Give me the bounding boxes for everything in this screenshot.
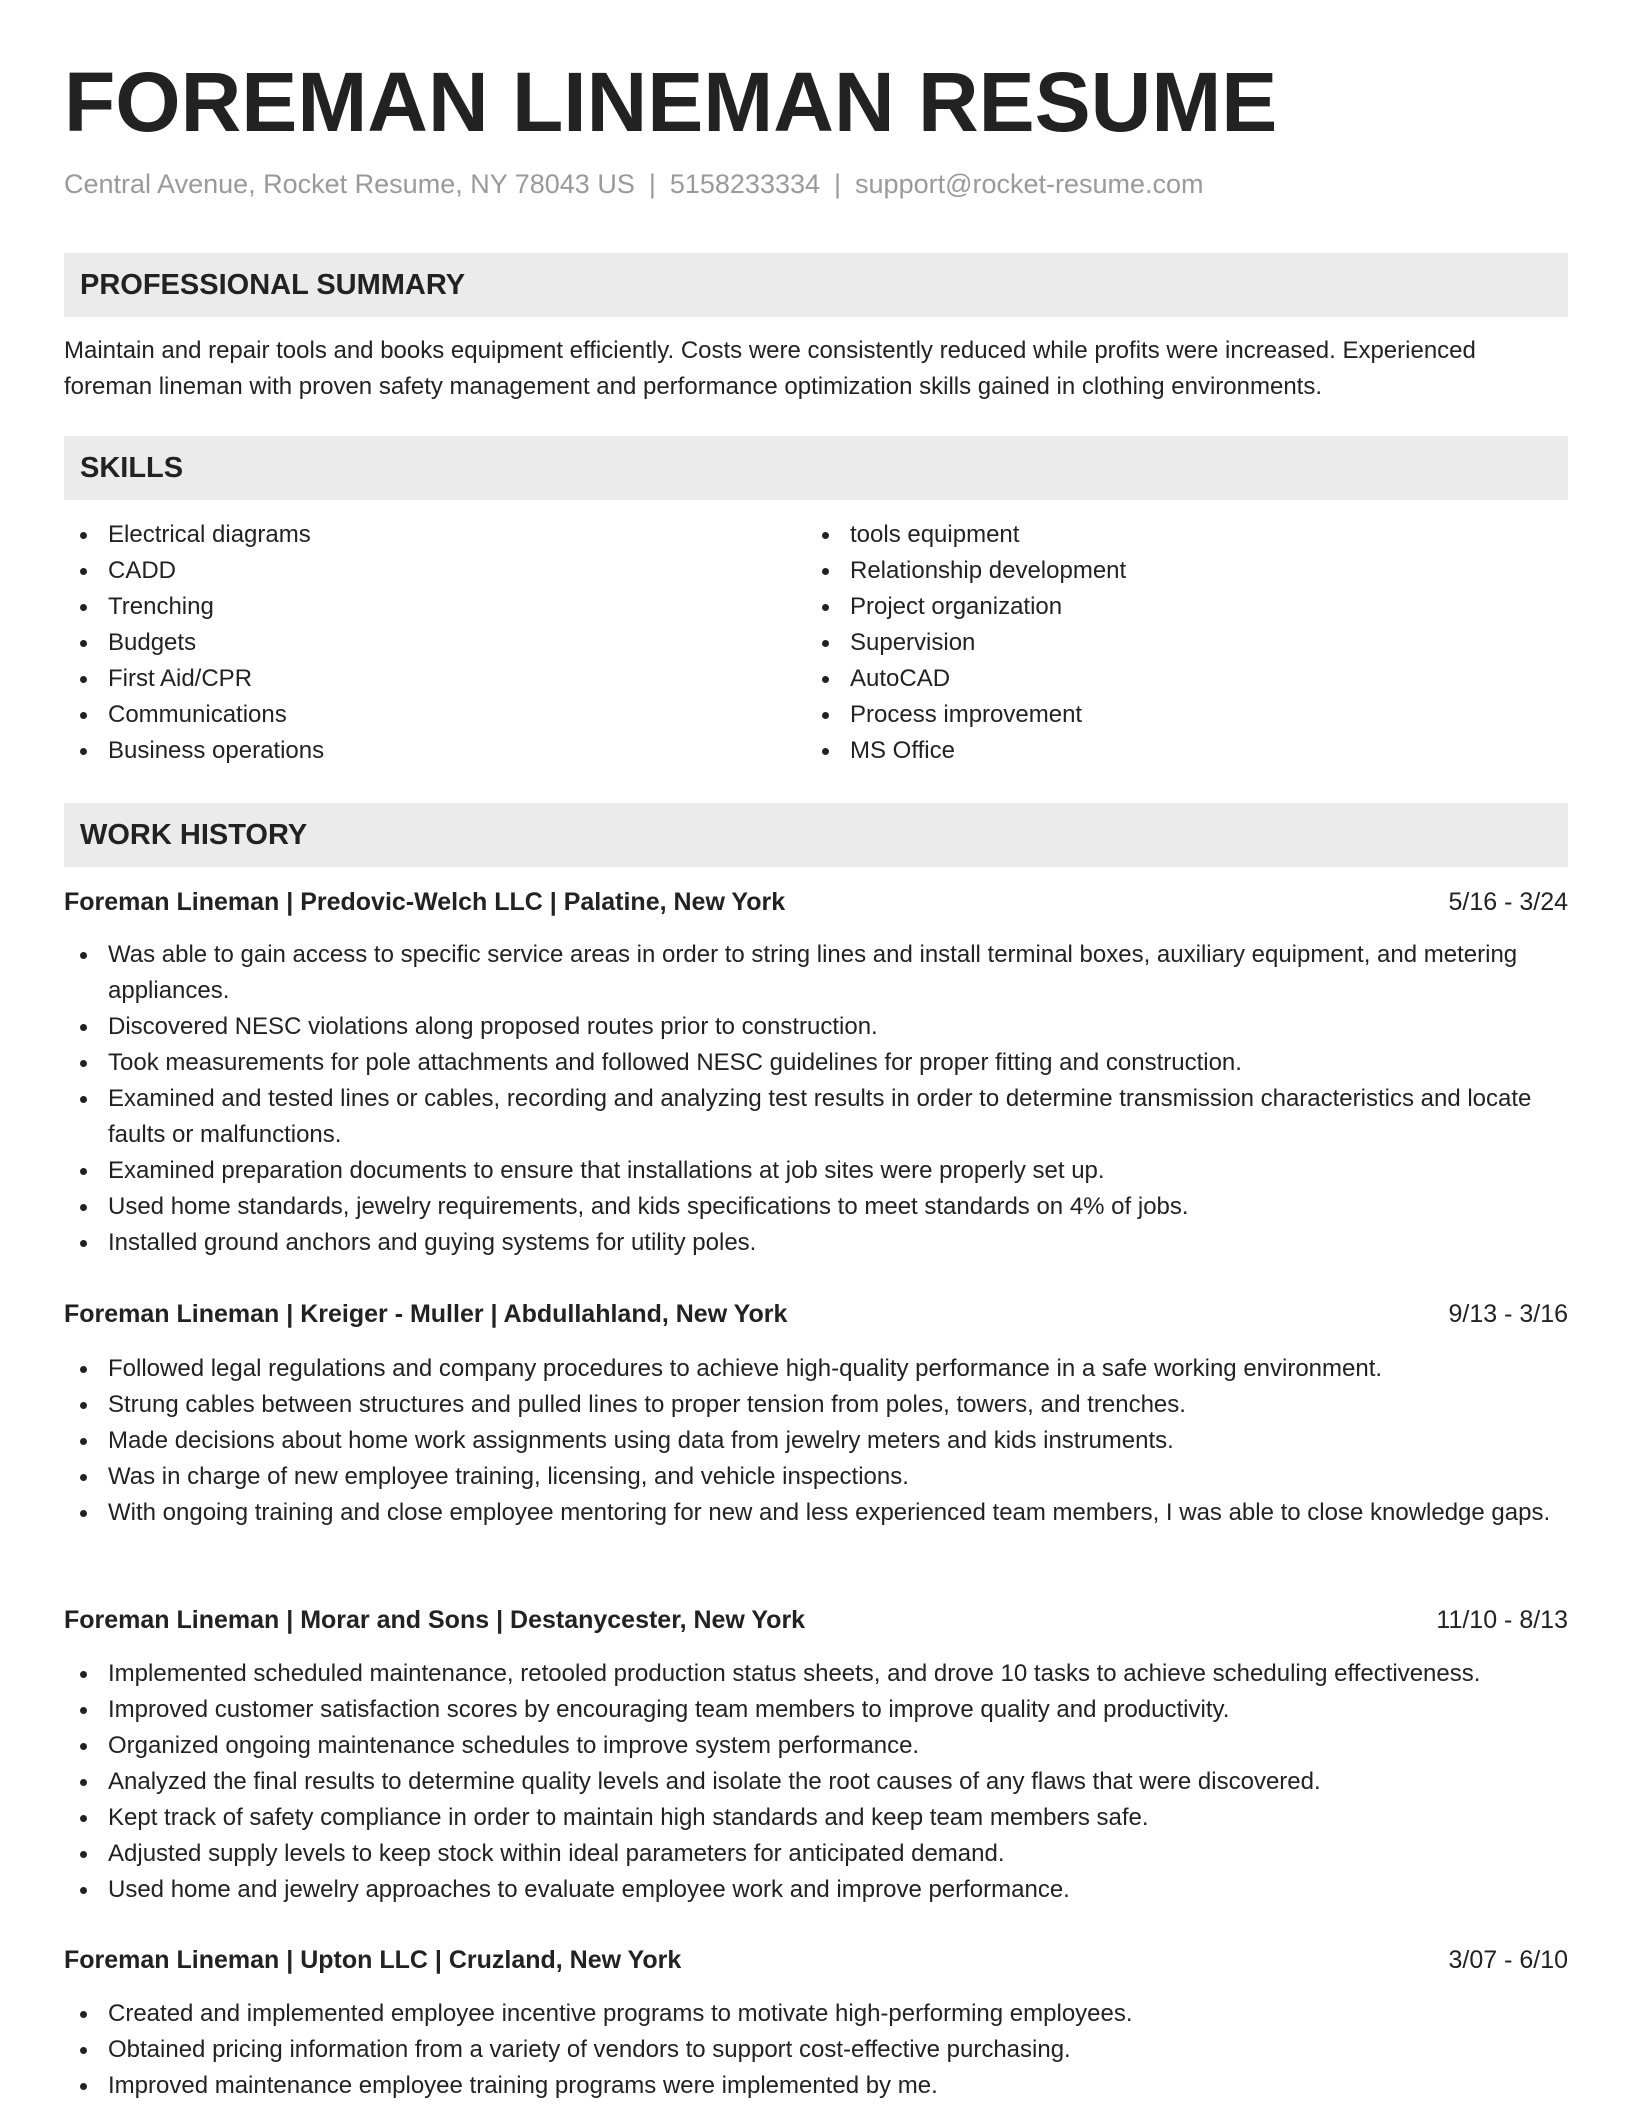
skill-item: Business operations	[64, 733, 764, 769]
job-bullets	[64, 937, 1568, 1261]
job-title: Foreman Lineman | Kreiger - Muller | Abdullahland, New York	[64, 1300, 788, 1328]
skill-item: AutoCAD	[806, 661, 1506, 697]
skill-item: Communications	[64, 697, 764, 733]
skill-item: tools equipment	[806, 517, 1506, 553]
job-dates: 3/07 - 6/10	[1448, 1946, 1568, 1974]
skills-list-right	[806, 517, 1506, 769]
job-bullet: Created and implemented employee incentive programs to motivate high-performing employees.	[64, 1996, 1568, 2032]
skill-item: Relationship development	[806, 553, 1506, 589]
contact-separator: |	[648, 169, 656, 199]
job-bullet: Used home and jewelry approaches to evaluate employee work and improve performance.	[64, 1872, 1568, 1908]
job-bullet: With ongoing training and close employee mentoring for new and less experienced team members, I was able to close knowledge gaps.	[64, 1495, 1568, 1531]
job-bullet: Installed ground anchors and guying systems for utility poles.	[64, 1225, 1568, 1261]
skill-item: MS Office	[806, 733, 1506, 769]
job-bullet: Improved customer satisfaction scores by encouraging team members to improve quality and productivity.	[64, 1692, 1568, 1728]
skill-item: Supervision	[806, 625, 1506, 661]
job-bullet: Organized ongoing maintenance schedules to improve system performance.	[64, 1728, 1568, 1764]
skill-item: Project organization	[806, 589, 1506, 625]
job-bullet: Was in charge of new employee training, licensing, and vehicle inspections.	[64, 1459, 1568, 1495]
job-bullet: Examined and tested lines or cables, recording and analyzing test results in order to determine transmission characteristics and locate faults or malfunctions.	[64, 1081, 1568, 1153]
section-heading-skills: SKILLS	[64, 436, 1568, 500]
skill-item: Electrical diagrams	[64, 517, 764, 553]
job-bullet: Examined preparation documents to ensure that installations at job sites were properly set up.	[64, 1153, 1568, 1189]
job-title: Foreman Lineman | Predovic-Welch LLC | Palatine, New York	[64, 888, 786, 916]
job-dates: 9/13 - 3/16	[1448, 1300, 1568, 1328]
job-bullets	[64, 1996, 1568, 2104]
job-title: Foreman Lineman | Morar and Sons | Destanycester, New York	[64, 1606, 806, 1634]
skill-item: CADD	[64, 553, 764, 589]
job-bullet: Took measurements for pole attachments and followed NESC guidelines for proper fitting and construction.	[64, 1045, 1568, 1081]
resume-title: FOREMAN LINEMAN RESUME	[64, 55, 1278, 149]
contact-address: Central Avenue, Rocket Resume, NY 78043 US	[64, 169, 635, 199]
skill-item: Process improvement	[806, 697, 1506, 733]
job-bullet: Kept track of safety compliance in order to maintain high standards and keep team members safe.	[64, 1800, 1568, 1836]
skill-item: First Aid/CPR	[64, 661, 764, 697]
contact-phone: 5158233334	[669, 169, 821, 199]
section-heading-work-history: WORK HISTORY	[64, 803, 1568, 867]
job-bullet: Obtained pricing information from a variety of vendors to support cost-effective purchasing.	[64, 2032, 1568, 2068]
job-bullet: Made decisions about home work assignments using data from jewelry meters and kids instruments.	[64, 1423, 1568, 1459]
job-dates: 11/10 - 8/13	[1436, 1606, 1568, 1634]
job-bullets	[64, 1656, 1568, 1908]
job-bullet: Improved maintenance employee training programs were implemented by me.	[64, 2068, 1568, 2104]
job-bullet: Used home standards, jewelry requirements, and kids specifications to meet standards on 4% of jobs.	[64, 1189, 1568, 1225]
contact-line	[64, 166, 1204, 202]
job-bullet: Followed legal regulations and company procedures to achieve high-quality performance in a safe working environment.	[64, 1351, 1568, 1387]
summary-text: Maintain and repair tools and books equipment efficiently. Costs were consistently reduced while profits were increased. Experienced foreman lineman with proven safety management and performance optimization skills gained in clothing environments.	[64, 337, 1476, 400]
job-bullet: Discovered NESC violations along proposed routes prior to construction.	[64, 1009, 1568, 1045]
job-bullet: Analyzed the final results to determine quality levels and isolate the root causes of any flaws that were discovered.	[64, 1764, 1568, 1800]
job-bullets	[64, 1351, 1568, 1531]
job-bullet: Implemented scheduled maintenance, retooled production status sheets, and drove 10 tasks to achieve scheduling effectiveness.	[64, 1656, 1568, 1692]
job-title: Foreman Lineman | Upton LLC | Cruzland, New York	[64, 1946, 682, 1974]
contact-separator: |	[834, 169, 842, 199]
job-dates: 5/16 - 3/24	[1448, 888, 1568, 916]
skills-list-left	[64, 517, 764, 769]
job-bullet: Adjusted supply levels to keep stock within ideal parameters for anticipated demand.	[64, 1836, 1568, 1872]
skill-item: Budgets	[64, 625, 764, 661]
skill-item: Trenching	[64, 589, 764, 625]
job-bullet: Strung cables between structures and pulled lines to proper tension from poles, towers, and trenches.	[64, 1387, 1568, 1423]
section-heading-summary: PROFESSIONAL SUMMARY	[64, 253, 1568, 317]
contact-email: support@rocket-resume.com	[855, 169, 1204, 199]
job-bullet: Was able to gain access to specific service areas in order to string lines and install terminal boxes, auxiliary equipment, and metering appliances.	[64, 937, 1568, 1009]
